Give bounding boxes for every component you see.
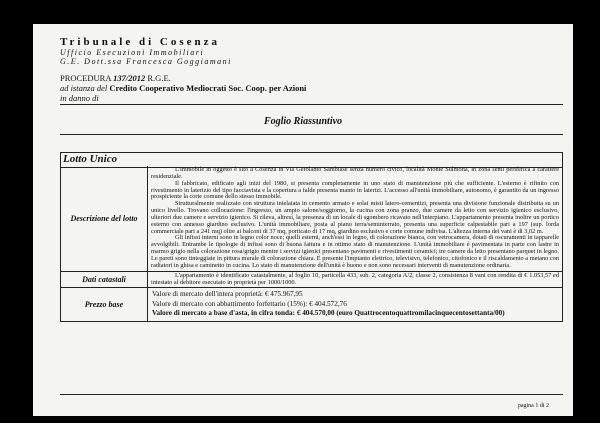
creditor-line (60, 83, 306, 93)
price-text (148, 288, 562, 321)
description-paragraph: L'immobile in oggetto è sito a Cosenza in Via Gerolamo Sambiase senza numero civico, località Monte Sulmona, in zona semi periferica a carattere residenziale. (151, 166, 559, 180)
creditor-name: Credito Cooperativo Mediocrati Soc. Coop. per Azioni (109, 83, 307, 93)
procedure-prefix: PROCEDURA (60, 73, 112, 83)
divider (60, 394, 563, 395)
price-label: Prezzo base (61, 288, 148, 321)
price-row (61, 287, 562, 321)
auction-amount: € 404.570,00 (296, 309, 335, 318)
cadastral-paragraph: L'appartamento è identificato catastalmente, al foglio 10, particella 433, sub. 2, categoria A/2, classe 2, consistenza 8 vani con rendita di € 1.053,57 ed intestato al debitore esecutato in proprietà per 1000/1000. (151, 271, 559, 286)
divider (60, 134, 563, 135)
lot-title: Lotto Unico (63, 153, 118, 165)
divider (60, 104, 563, 105)
description-text (148, 166, 562, 271)
description-paragraph: Strutturalmente realizzato con struttura intelaiata in cemento armato e solai misti latero-cementizi, presenta una divisione funzionale distribuita su un unico livello. Trovano collocazione: l'ingresso, un ampio salone/soggiorno, la cucina con zona pranzo, due camere da letto con servizio igienico esclusivo, ulteriori due camere e servizio igienico. Si rileva, altresì, la presenza di un locale di sgombero ricavato nell'interpiano. L'appartamento presenta inoltre un portico esterno con annesso giardino esclusivo. L'unità immobiliare, posta al piano terra/seminterrato, presenta una superficie calpestabile pari a 197 (sup. lorda commerciale pari a 241 mq) oltre ai balconi di 37 mq, porticato di 17 mq, giardino esclusivo e corte comune indivisa. L'altezza interna dei vani è di 3,02 m. (151, 200, 559, 235)
office-name: Ufficio Esecuzioni Immobiliari (60, 48, 205, 57)
lot-table (60, 166, 563, 322)
cadastral-label: Dati catastali (61, 272, 148, 288)
page-number: pagina 1 di 2 (517, 403, 549, 409)
procedure-line (60, 73, 306, 83)
instance-prefix: ad istanza del (60, 83, 108, 93)
reduced-value: Valore di mercato con abbattimento forfettario (15%): € 404.572,76 (152, 299, 347, 308)
summary-title: Foglio Riassuntivo (263, 116, 343, 127)
cadastral-row (61, 271, 562, 288)
market-value: Valore di mercato dell'intera proprietà: € 475.967,95 (152, 290, 303, 299)
description-row (61, 166, 562, 271)
document-page (33, 24, 573, 416)
procedure-number: 137/2012 (113, 73, 146, 83)
procedure-suffix: R.G.E. (147, 73, 171, 83)
judge-name: G.E. Dott.ssa Francesca Goggiamani (60, 57, 232, 66)
letterhead (60, 37, 232, 66)
auction-prefix: Valore di mercato a base d'asta, in cifra tonda: (152, 309, 296, 318)
court-name: Tribunale di Cosenza (60, 36, 221, 48)
auction-words: (euro Quattrocentoquattromilacinquecentosettanta/00) (336, 309, 505, 318)
description-paragraph: Gli infissi interni sono in legno color noce; quelli esterni, anch'essi in legno, di colorazione bianca, con vetrocamera, dotati di oscuramenti in tapparelle avvolgibili. Entrambe le tipologie di infissi sono di buona fattura e in ottimo stato di manutenzione. L'unità immobiliare è pavimentata in parte con lastre in marmo grigio nella colorazione rosa/grigio mentre i servizi igienici presentano pavimenti e rivestimenti ceramici; tre camere da letto presentano parquet in legno. Le pareti sono tinteggiate in pittura murale di colorazione chiara. È presente l'impianto elettrico, televisivo, telefonico, citofonico e il riscaldamento a metano con radiatori in ghisa e caminetto in cucina. Lo stato di manutenzione dell'unità è buono e non sono necessari interventi di manutenzione ordinaria. (151, 234, 559, 269)
description-paragraph: Il fabbricato, edificato agli inizi del 1980, si presenta completamente in uno stato di manutenzione più che sufficiente. L'esterno è rifinito con rivestimento in laterizio del tipo facciavista e la copertura a falde presenta manto in laterizi. L'accesso all'unità immobiliare, autonomo, è garantito da un ingresso prospiciente la corte comune dello stesso immobile. (151, 179, 559, 201)
cadastral-text (148, 272, 562, 288)
against-line: in danno di (60, 93, 99, 103)
description-label: Descrizione del lotto (61, 166, 148, 271)
auction-value (152, 309, 558, 319)
procedure-block (60, 73, 306, 103)
